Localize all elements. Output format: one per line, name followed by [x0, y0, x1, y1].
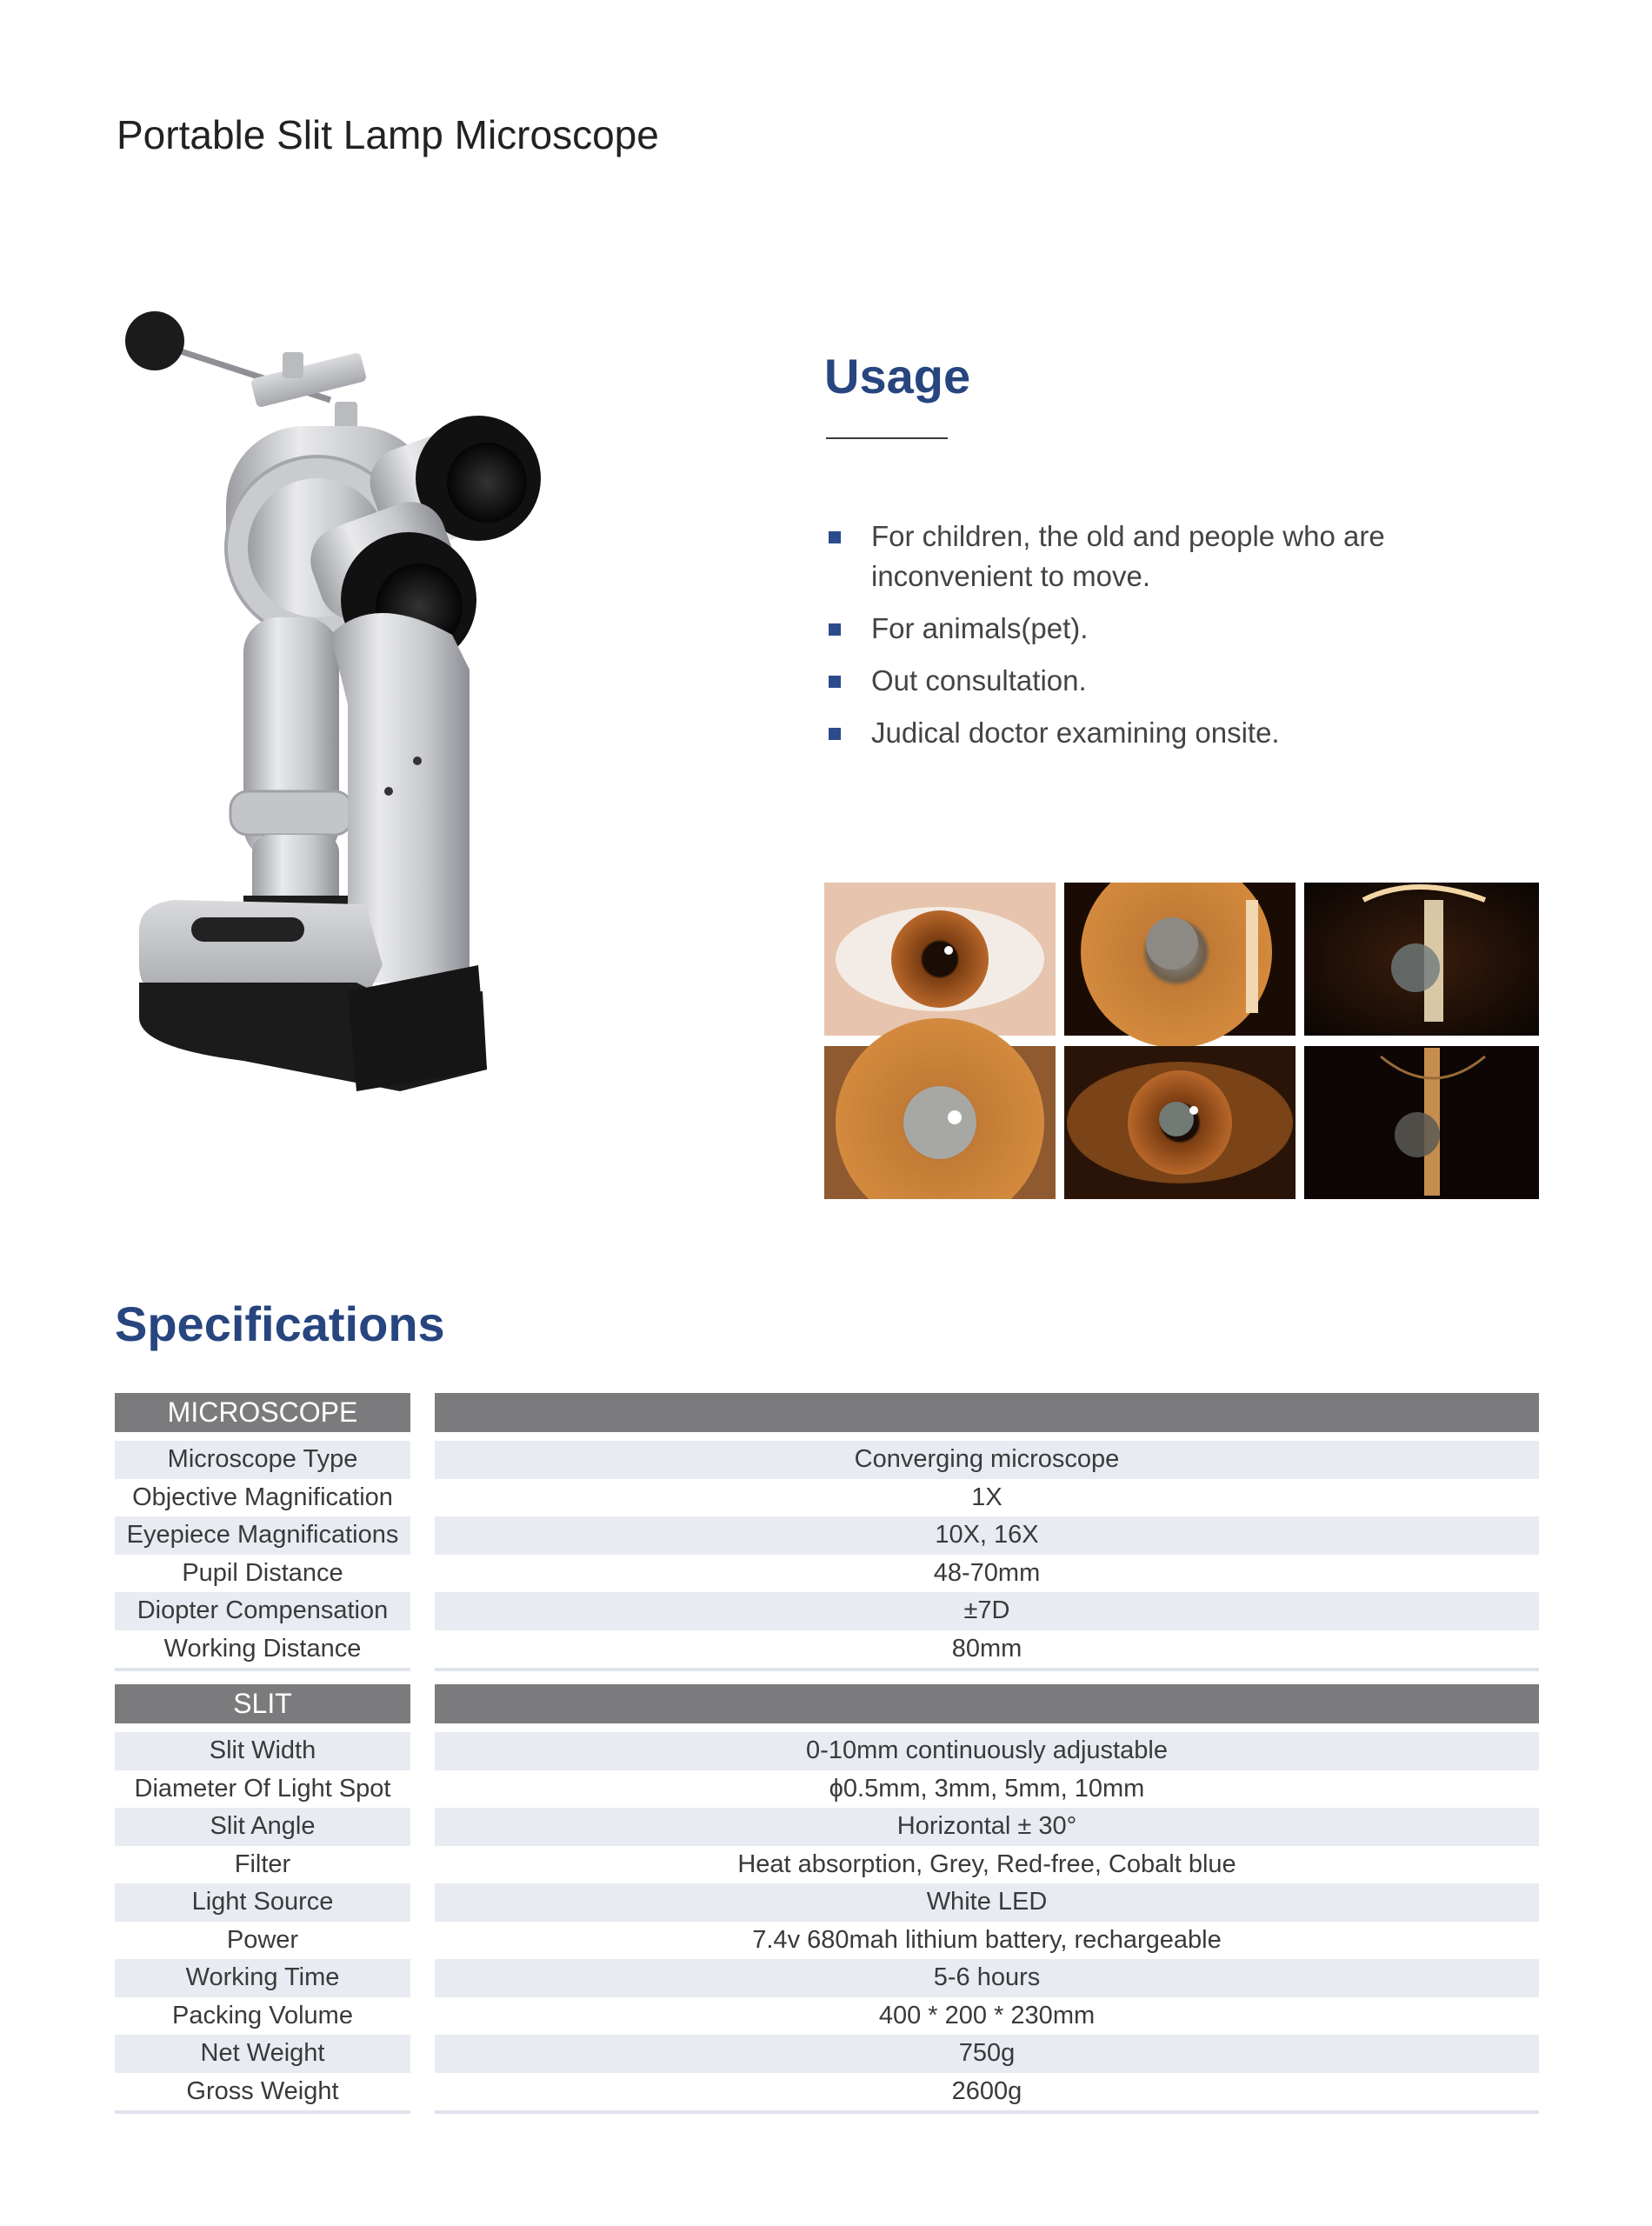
table-row — [115, 1883, 1539, 1922]
table-row — [115, 2073, 1539, 2111]
usage-divider — [826, 437, 948, 439]
spec-label: Working Time — [115, 1959, 410, 1997]
spec-label: Working Distance — [163, 1634, 362, 1663]
table-row — [115, 1959, 1539, 1997]
spec-value: Horizontal ± 30° — [435, 1808, 1539, 1846]
spec-value: Converging microscope — [435, 1441, 1539, 1479]
usage-item — [826, 661, 1548, 701]
specifications-heading: Specifications — [115, 1296, 445, 1351]
section-header-bar — [435, 1684, 1539, 1723]
spec-value: ϕ0.5mm, 3mm, 5mm, 10mm — [829, 1774, 1145, 1803]
spec-value: White LED — [435, 1883, 1539, 1922]
table-row — [115, 1516, 1539, 1555]
spec-label: Power — [226, 1925, 299, 1954]
spec-value: 80mm — [951, 1634, 1023, 1663]
spec-label: Eyepiece Magnifications — [115, 1516, 410, 1555]
square-bullet-icon — [829, 728, 841, 740]
spec-label: Objective Magnification — [132, 1483, 393, 1511]
section-header-label: MICROSCOPE — [115, 1393, 410, 1432]
table-bottom-rule — [115, 1668, 1539, 1671]
eye-photo — [1304, 883, 1539, 1036]
spec-label: Gross Weight — [186, 2076, 339, 2105]
usage-item-text: For children, the old and people who are inconvenient to move. — [871, 520, 1385, 592]
usage-item-text: Out consultation. — [871, 664, 1087, 696]
spec-value: ±7D — [435, 1592, 1539, 1630]
spec-value: 10X, 16X — [435, 1516, 1539, 1555]
spec-value: 400 * 200 * 230mm — [878, 2001, 1096, 2029]
spec-value: 1X — [971, 1483, 1003, 1511]
eye-examination-photo-grid — [824, 883, 1539, 1199]
table-row — [115, 1997, 1539, 2036]
spec-label: Packing Volume — [172, 2001, 353, 2029]
section-header — [115, 1393, 1539, 1432]
spec-label: Slit Angle — [115, 1808, 410, 1846]
table-row — [115, 1592, 1539, 1630]
spec-value: 5-6 hours — [435, 1959, 1539, 1997]
spec-label: Filter — [234, 1849, 291, 1878]
square-bullet-icon — [829, 531, 841, 543]
spec-label: Net Weight — [115, 2035, 410, 2073]
table-row — [115, 1808, 1539, 1846]
table-row — [115, 1555, 1539, 1593]
table-row — [115, 1846, 1539, 1884]
usage-item-text: Judical doctor examining onsite. — [871, 716, 1280, 749]
table-row — [115, 1630, 1539, 1669]
table-row — [115, 1479, 1539, 1517]
table-row — [115, 1922, 1539, 1960]
eye-photo — [824, 883, 1056, 1036]
eye-photo — [824, 1018, 1056, 1199]
slit-spec-table — [115, 1684, 1539, 2114]
spec-value: 2600g — [951, 2076, 1023, 2105]
spec-label: Diameter Of Light Spot — [134, 1774, 391, 1803]
spec-value: 7.4v 680mah lithium battery, rechargeable — [752, 1925, 1222, 1954]
square-bullet-icon — [829, 676, 841, 688]
section-header — [115, 1684, 1539, 1723]
usage-item-text: For animals(pet). — [871, 612, 1089, 644]
usage-item — [826, 517, 1548, 596]
usage-heading: Usage — [824, 349, 971, 403]
spec-value: Heat absorption, Grey, Red-free, Cobalt blue — [737, 1849, 1236, 1878]
eye-photo — [1064, 1046, 1296, 1199]
usage-list — [826, 517, 1548, 765]
eye-photo — [1064, 883, 1296, 1048]
spec-value: 48-70mm — [933, 1558, 1041, 1587]
usage-item — [826, 609, 1548, 649]
square-bullet-icon — [829, 623, 841, 636]
section-header-label: SLIT — [115, 1684, 410, 1723]
spec-label: Light Source — [115, 1883, 410, 1922]
spec-label: Diopter Compensation — [115, 1592, 410, 1630]
page-title: Portable Slit Lamp Microscope — [117, 112, 659, 157]
table-row — [115, 2035, 1539, 2073]
spec-label: Pupil Distance — [182, 1558, 343, 1587]
spec-value: 750g — [435, 2035, 1539, 2073]
usage-item — [826, 713, 1548, 753]
table-row — [115, 1770, 1539, 1809]
table-row — [115, 1732, 1539, 1770]
table-bottom-rule — [115, 2110, 1539, 2114]
eye-photo — [1304, 1046, 1539, 1199]
section-header-bar — [435, 1393, 1539, 1432]
spec-label: Slit Width — [115, 1732, 410, 1770]
slit-lamp-product-image — [113, 304, 565, 1243]
spec-label: Microscope Type — [115, 1441, 410, 1479]
spec-value: 0-10mm continuously adjustable — [435, 1732, 1539, 1770]
table-row — [115, 1441, 1539, 1479]
microscope-spec-table — [115, 1393, 1539, 1671]
